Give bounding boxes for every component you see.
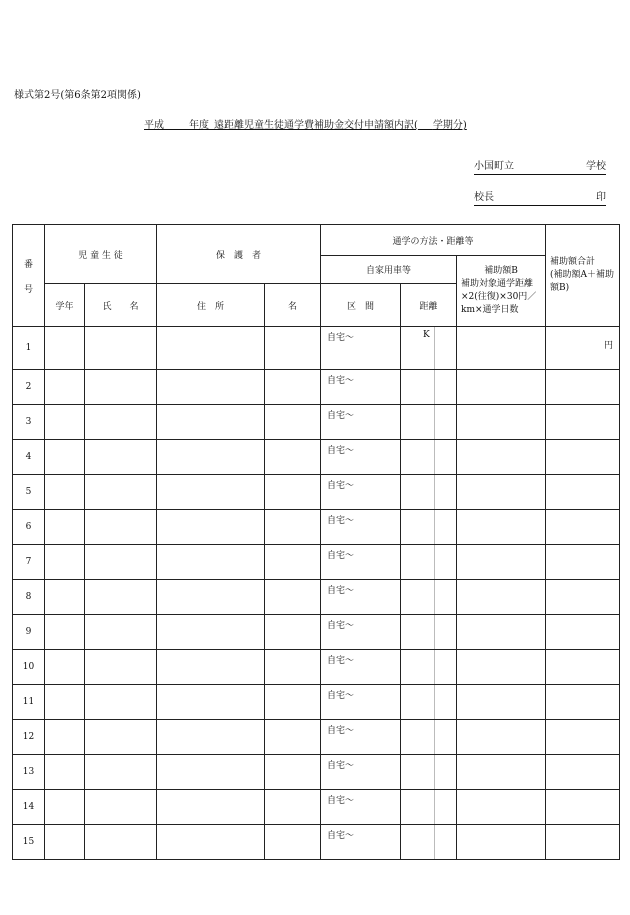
total-cell [546,615,620,650]
guardian-name-cell [265,615,321,650]
table-row [13,825,620,860]
section-cell: 自宅〜 [321,405,401,440]
grade-cell [45,755,85,790]
header-student-group: 児 童 生 徒 [45,225,157,284]
section-cell: 自宅〜 [321,755,401,790]
table-row [13,755,620,790]
address-cell [157,440,265,475]
distance-decimal-cell [435,685,457,720]
distance-cell [401,685,435,720]
subsidy-b-cell [457,685,546,720]
guardian-name-cell [265,650,321,685]
distance-decimal-cell [435,440,457,475]
school-label: 学校 [586,161,606,172]
student-name-cell [85,510,157,545]
row-number: 14 [13,790,45,825]
header-total: 補助額合計 (補助額A＋補助額B) [546,225,620,327]
subsidy-b-cell [457,327,546,370]
grade-cell [45,790,85,825]
distance-cell [401,405,435,440]
grade-cell [45,475,85,510]
grade-cell [45,545,85,580]
section-cell: 自宅〜 [321,370,401,405]
student-name-cell [85,440,157,475]
subsidy-b-cell [457,510,546,545]
guardian-name-cell [265,825,321,860]
title-year-label: 年度 [189,120,209,131]
distance-decimal-cell [435,615,457,650]
header-guardian-name: 名 [265,284,321,327]
subsidy-b-cell [457,615,546,650]
student-name-cell [85,650,157,685]
subsidy-b-cell [457,755,546,790]
table-row [13,440,620,475]
distance-decimal-cell [435,475,457,510]
address-cell [157,510,265,545]
distance-decimal-cell [435,545,457,580]
header-private-car: 自家用車等 [321,256,457,284]
distance-cell [401,580,435,615]
row-number: 9 [13,615,45,650]
row-number: 11 [13,685,45,720]
header-guardian-group: 保 護 者 [157,225,321,284]
distance-cell [401,720,435,755]
student-name-cell [85,327,157,370]
distance-cell [401,370,435,405]
table-row [13,650,620,685]
student-name-cell [85,825,157,860]
grade-cell [45,650,85,685]
document-title [144,116,467,131]
subsidy-table [12,224,620,860]
row-number: 1 [13,327,45,370]
guardian-name-cell [265,545,321,580]
address-cell [157,580,265,615]
distance-decimal-cell [435,650,457,685]
grade-cell [45,720,85,755]
table-row [13,720,620,755]
guardian-name-cell [265,685,321,720]
table-row [13,510,620,545]
total-cell [546,510,620,545]
row-number: 12 [13,720,45,755]
student-name-cell [85,405,157,440]
title-main: 遠距離児童生徒通学費補助金交付申請額内訳( [214,120,418,131]
table-row [13,370,620,405]
distance-decimal-cell [435,327,457,370]
section-cell: 自宅〜 [321,650,401,685]
row-number: 3 [13,405,45,440]
guardian-name-cell [265,790,321,825]
distance-cell [401,615,435,650]
guardian-name-cell [265,327,321,370]
address-cell [157,370,265,405]
address-cell [157,405,265,440]
distance-cell [401,440,435,475]
guardian-name-cell [265,440,321,475]
student-name-cell [85,755,157,790]
distance-cell [401,790,435,825]
subsidy-b-cell [457,370,546,405]
student-name-cell [85,790,157,825]
row-number: 8 [13,580,45,615]
student-name-cell [85,475,157,510]
subsidy-b-cell [457,440,546,475]
student-name-cell [85,720,157,755]
guardian-name-cell [265,720,321,755]
subsidy-b-cell [457,580,546,615]
grade-cell [45,685,85,720]
form-number: 様式第2号(第6条第2項関係) [14,90,141,101]
student-name-cell [85,685,157,720]
guardian-name-cell [265,510,321,545]
table-row [13,580,620,615]
total-cell [546,825,620,860]
principal-line [474,188,606,203]
row-number: 10 [13,650,45,685]
row-number: 5 [13,475,45,510]
total-cell [546,580,620,615]
header-section: 区 間 [321,284,401,327]
row-number: 13 [13,755,45,790]
grade-cell [45,327,85,370]
title-era: 平成 [144,120,164,131]
section-cell: 自宅〜 [321,790,401,825]
total-cell [546,545,620,580]
header-commute-group: 通学の方法・距離等 [321,225,546,256]
section-cell: 自宅〜 [321,440,401,475]
total-cell [546,405,620,440]
address-cell [157,825,265,860]
total-cell [546,685,620,720]
distance-cell [401,755,435,790]
grade-cell [45,510,85,545]
distance-cell [401,545,435,580]
grade-cell [45,370,85,405]
total-cell [546,755,620,790]
student-name-cell [85,370,157,405]
guardian-name-cell [265,405,321,440]
header-subsidy-b: 補助額B 補助対象通学距離×2(往復)×30円／km×通学日数 [457,256,546,327]
distance-decimal-cell [435,790,457,825]
distance-cell [401,650,435,685]
row-number: 6 [13,510,45,545]
subsidy-b-cell [457,475,546,510]
total-cell [546,790,620,825]
subsidy-b-cell [457,825,546,860]
distance-decimal-cell [435,405,457,440]
distance-cell [401,510,435,545]
row-number: 2 [13,370,45,405]
table-row [13,545,620,580]
table-row [13,790,620,825]
seal-mark: 印 [596,192,606,203]
table-row [13,327,620,370]
subsidy-b-cell [457,405,546,440]
section-cell: 自宅〜 [321,720,401,755]
school-line [474,157,606,172]
section-cell: 自宅〜 [321,615,401,650]
guardian-name-cell [265,580,321,615]
address-cell [157,685,265,720]
section-cell: 自宅〜 [321,327,401,370]
section-cell: 自宅〜 [321,510,401,545]
distance-cell [401,475,435,510]
total-cell [546,650,620,685]
address-cell [157,327,265,370]
grade-cell [45,580,85,615]
total-cell [546,720,620,755]
grade-cell [45,440,85,475]
table-row [13,615,620,650]
grade-cell [45,615,85,650]
address-cell [157,755,265,790]
principal-label: 校長 [474,192,494,203]
header-address: 住 所 [157,284,265,327]
row-number: 15 [13,825,45,860]
header-distance: 距離 [401,284,457,327]
guardian-name-cell [265,370,321,405]
section-cell: 自宅〜 [321,475,401,510]
address-cell [157,790,265,825]
total-cell: 円 [546,327,620,370]
distance-decimal-cell [435,510,457,545]
address-cell [157,545,265,580]
distance-decimal-cell [435,720,457,755]
section-cell: 自宅〜 [321,580,401,615]
address-cell [157,615,265,650]
distance-decimal-cell [435,580,457,615]
distance-decimal-cell [435,370,457,405]
header-student-name: 氏 名 [85,284,157,327]
table-row [13,475,620,510]
grade-cell [45,825,85,860]
distance-cell: K [401,327,435,370]
section-cell: 自宅〜 [321,545,401,580]
distance-decimal-cell [435,825,457,860]
guardian-name-cell [265,755,321,790]
row-number: 7 [13,545,45,580]
row-number: 4 [13,440,45,475]
header-grade: 学年 [45,284,85,327]
student-name-cell [85,615,157,650]
total-cell [546,370,620,405]
subsidy-b-cell [457,720,546,755]
address-cell [157,720,265,755]
section-cell: 自宅〜 [321,685,401,720]
school-town: 小国町立 [474,161,514,172]
address-cell [157,650,265,685]
table-row [13,685,620,720]
total-cell [546,475,620,510]
distance-cell [401,825,435,860]
header-number: 番 号 [13,225,45,327]
subsidy-b-cell [457,650,546,685]
table-row [13,405,620,440]
section-cell: 自宅〜 [321,825,401,860]
address-cell [157,475,265,510]
subsidy-b-cell [457,545,546,580]
distance-decimal-cell [435,755,457,790]
subsidy-b-cell [457,790,546,825]
student-name-cell [85,545,157,580]
total-cell [546,440,620,475]
title-term: 学期分) [432,120,467,131]
grade-cell [45,405,85,440]
guardian-name-cell [265,475,321,510]
student-name-cell [85,580,157,615]
